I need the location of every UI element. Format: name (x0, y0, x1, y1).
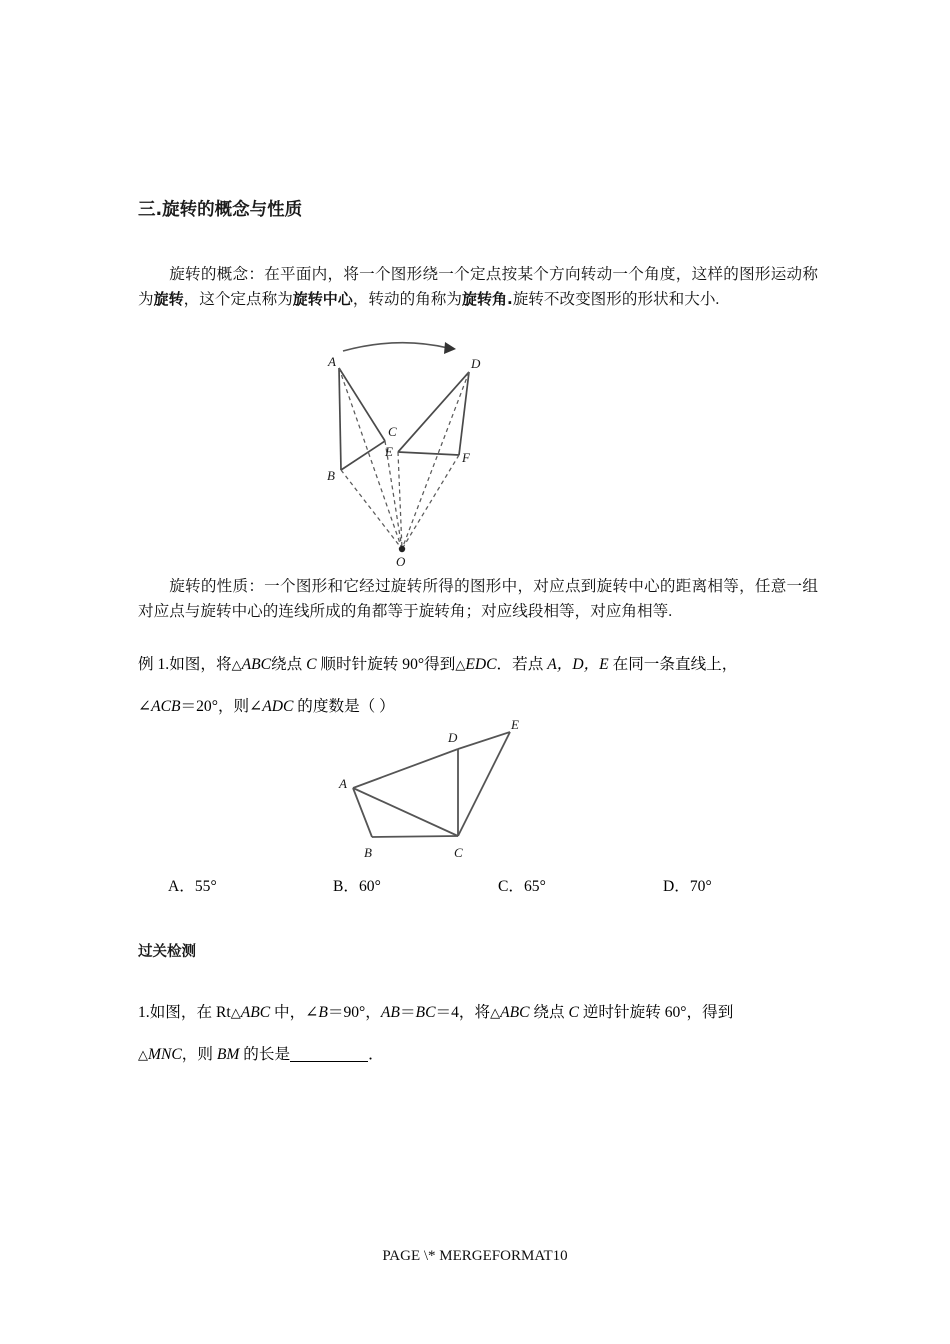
property-paragraph: 旋转的性质：一个图形和它经过旋转所得的图形中，对应点到旋转中心的距离相等，任意一组对应点与旋转中心的连线所成的角都等于旋转角；对应线段相等，对应角相等. (138, 578, 818, 620)
section-heading-check: 过关检测 (138, 944, 196, 960)
example-text-1: 绕点 (271, 656, 307, 673)
check-text-4: ＝ (399, 1004, 416, 1021)
example-label: 例 1.如图，将 (138, 656, 232, 673)
example-text-2: 顺时针旋转 90°得到 (316, 656, 456, 673)
label-a: A (339, 776, 347, 791)
check-point-c: C (568, 1004, 579, 1021)
triangle-symbol-3 (231, 1004, 241, 1021)
label-d: D (448, 730, 458, 745)
option-a-value: 55° (194, 878, 217, 895)
concept-paragraph (138, 262, 818, 312)
answer-options (168, 874, 828, 896)
check-text-8: ，则 (181, 1046, 217, 1063)
label-o: O (396, 554, 406, 569)
property-paragraph-block (138, 574, 818, 624)
option-c-key: C． (498, 878, 524, 895)
option-d[interactable] (663, 874, 828, 896)
check-text-3: ＝90°， (327, 1004, 381, 1021)
concept-text-2: ，这个定点称为 (183, 291, 293, 308)
triangle-symbol-2 (455, 656, 465, 673)
check-question-block (138, 992, 828, 1076)
example-tri-edc: EDC (465, 656, 497, 673)
example-angle-adc: ADC (262, 698, 294, 715)
triangle-symbol-1 (232, 656, 242, 673)
example-text-4: 在同一条直线上， (608, 656, 738, 673)
check-text-7: 逆时针旋转 60°，得到 (578, 1004, 734, 1021)
example-tri-abc: ABC (241, 656, 272, 673)
concept-bold-rotation-center: 旋转中心 (292, 290, 353, 308)
rotation-figure-svg (303, 336, 573, 571)
example-figure-shape (353, 732, 510, 837)
option-c[interactable] (498, 874, 663, 896)
triangle-abc-shape (339, 368, 385, 470)
answer-blank[interactable] (290, 1061, 368, 1062)
check-text-9: 的长是 (239, 1046, 291, 1063)
label-e: E (385, 444, 393, 459)
example-text-6: 的度数是（ ） (293, 698, 395, 715)
check-point-b: B (318, 1004, 328, 1021)
check-tri-abc-2: ABC (500, 1004, 530, 1021)
check-seg-ab: AB (380, 1004, 400, 1021)
option-d-key: D． (663, 878, 690, 895)
check-seg-bm: BM (216, 1046, 240, 1063)
triangle-symbol-4 (490, 1004, 500, 1021)
label-a: A (328, 354, 336, 369)
option-c-value: 65° (524, 878, 546, 895)
option-a[interactable] (168, 874, 333, 896)
check-line-1 (138, 992, 828, 1034)
label-b: B (364, 845, 372, 860)
triangle-def-shape (398, 372, 469, 455)
example-line-1 (138, 644, 828, 686)
option-a-key: A． (168, 878, 195, 895)
example-figure-svg (328, 716, 558, 866)
example-text-3: ．若点 (496, 656, 548, 673)
label-c: C (388, 424, 397, 439)
option-b-key: B． (333, 878, 359, 895)
check-line-2 (138, 1034, 828, 1076)
concept-text-4: 旋转不改变图形的形状和大小. (512, 291, 720, 308)
example-points-ade: A，D，E (547, 656, 609, 673)
rotation-concept-figure (303, 336, 573, 576)
option-b[interactable] (333, 874, 498, 896)
example-text-5: ＝20°，则∠ (180, 698, 263, 715)
concept-bold-rotation: 旋转 (153, 290, 184, 308)
example-point-c: C (306, 656, 317, 673)
check-text-5: ＝4，将 (435, 1004, 491, 1021)
triangle-symbol-5 (138, 1046, 148, 1063)
page-footer: PAGE \* MERGEFORMAT10 (382, 1248, 568, 1264)
check-text-2: 中，∠ (270, 1004, 319, 1021)
rotation-center-point (399, 546, 405, 552)
label-b: B (327, 468, 335, 483)
option-b-value: 60° (359, 878, 381, 895)
concept-text-3: ，转动的角称为 (352, 291, 462, 308)
angle-symbol-1: ∠ (138, 698, 152, 715)
label-e: E (511, 717, 519, 732)
label-d: D (471, 356, 481, 371)
check-text-6: 绕点 (529, 1004, 569, 1021)
label-c: C (454, 845, 463, 860)
concept-bold-rotation-angle: 旋转角. (461, 290, 513, 308)
check-seg-bc: BC (415, 1004, 436, 1021)
concept-text-1: 旋转的概念：在平面内，将一个图形绕一个定点按某个方向转动一个角度，这样的图形运动称为 (138, 266, 818, 308)
rotation-arc-arrow-icon (343, 342, 456, 354)
page-title: 三.旋转的概念与性质 (138, 200, 303, 220)
label-f: F (462, 450, 470, 465)
check-tri-mnc: MNC (148, 1046, 182, 1063)
concept-paragraph-block (138, 262, 818, 312)
option-d-value: 70° (689, 878, 712, 895)
example-angle-acb: ACB (151, 698, 181, 715)
check-tri-abc-1: ABC (240, 1004, 271, 1021)
check-text-10: ． (368, 1046, 384, 1063)
example1-figure (328, 716, 558, 871)
check-text-1: 1.如图，在 Rt (138, 1004, 231, 1021)
